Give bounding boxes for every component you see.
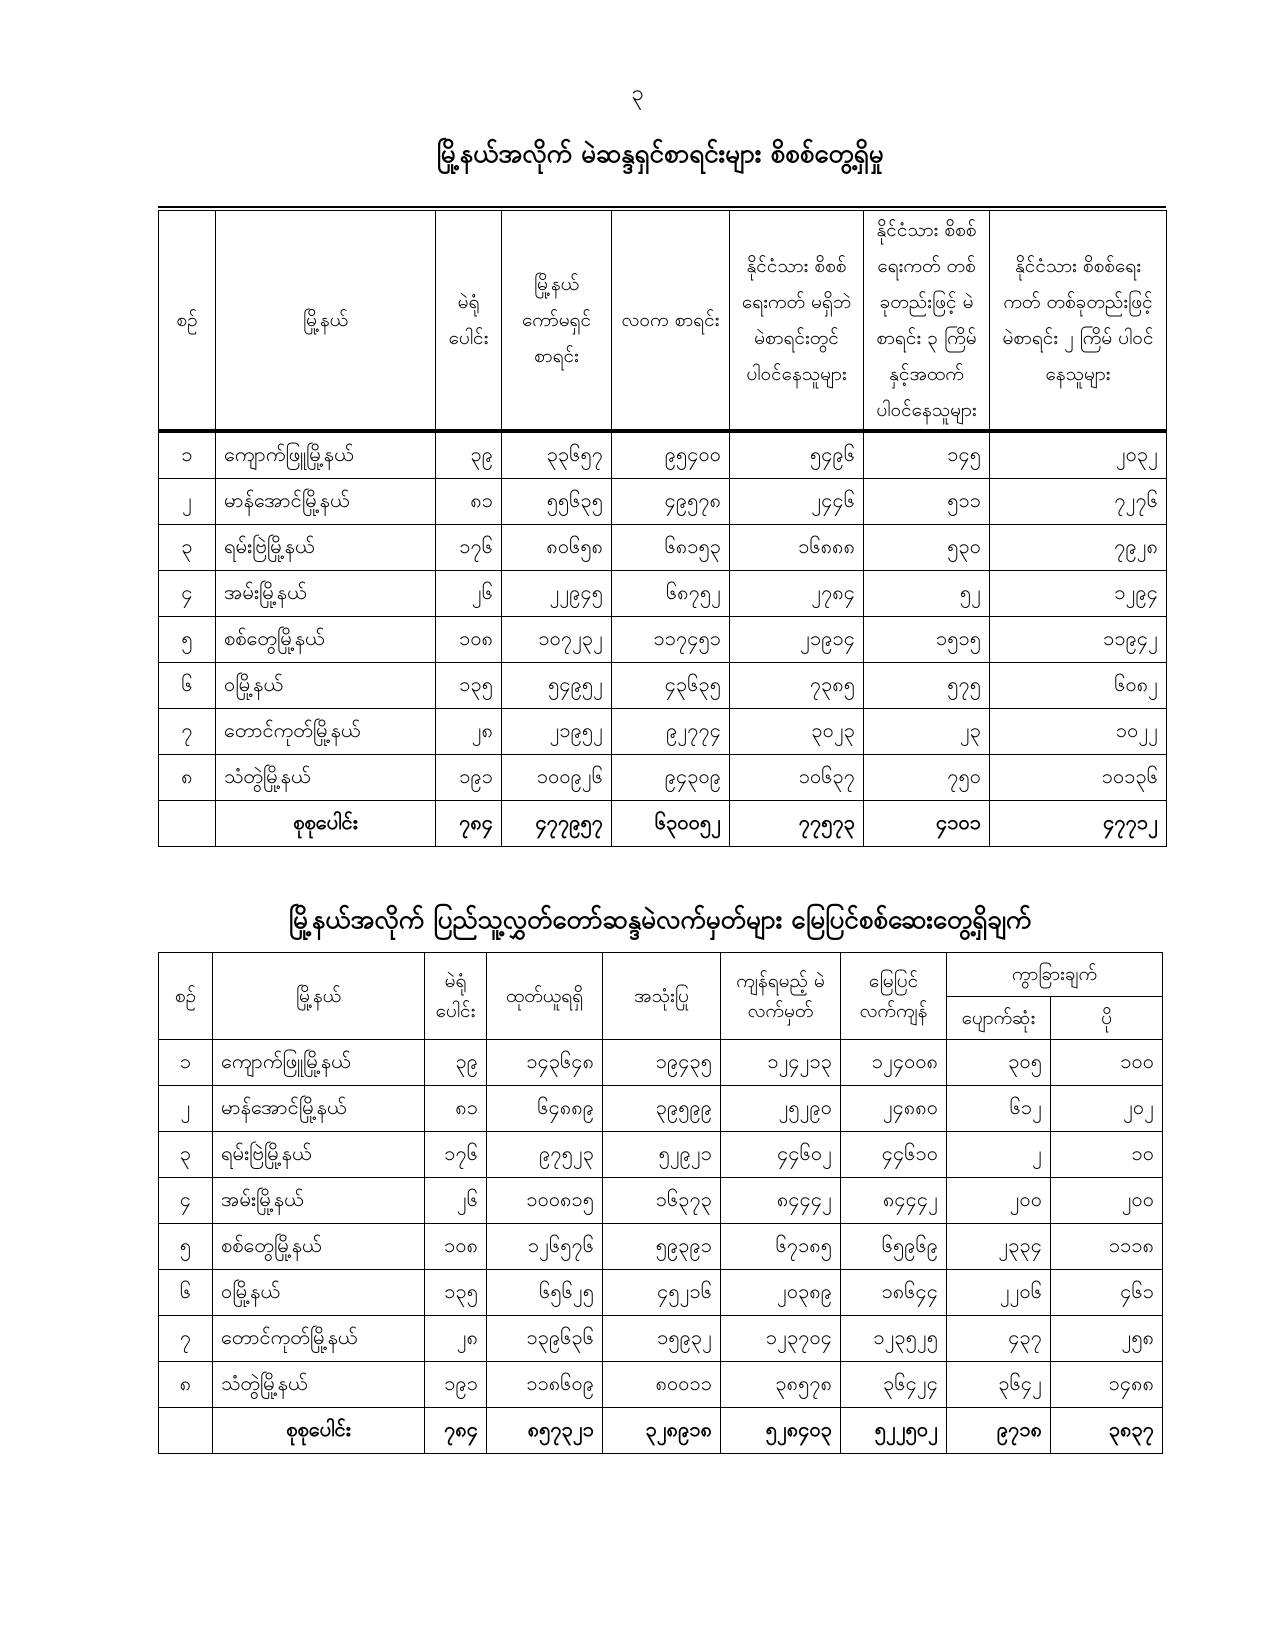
table-cell: ၇၃၈၅ (730, 663, 864, 709)
table-cell: စစ်တွေမြို့နယ် (216, 617, 436, 663)
table-cell: ၈၁ (436, 479, 502, 525)
table-cell: စစ်တွေမြို့နယ် (213, 1224, 425, 1270)
voter-list-table (158, 210, 1167, 847)
table-row (159, 617, 1167, 663)
table-cell: ၁ (159, 431, 216, 479)
total-cell: ၄၁၀၁ (864, 801, 990, 847)
table-cell: ၃ (159, 525, 216, 571)
table1-header-two-times: နိုင်ငံသား စိစစ်ရေးကတ် တစ်ခုတည်းဖြင့် မဲစာရင်း ၂ ကြိမ် ပါဝင်နေသူများ (990, 211, 1167, 432)
table-cell: ရမ်းဗြဲမြို့နယ် (216, 525, 436, 571)
ballot-check-table (158, 952, 1163, 1454)
table-cell: ၁ (159, 1040, 213, 1086)
table-cell: ၃၀၅ (947, 1040, 1051, 1086)
table-cell: ၁၇၆ (425, 1132, 487, 1178)
table-cell: ၂၂၀၆ (947, 1270, 1051, 1316)
table-cell: ၃၀၂၃ (730, 709, 864, 755)
table-cell: ၈၁ (425, 1086, 487, 1132)
table2-header-excess: ပို (1051, 996, 1163, 1040)
table2-header-missing: ပျောက်ဆုံး (947, 996, 1051, 1040)
table-cell: ၁၀၈ (436, 617, 502, 663)
total-cell: ၇၈၄ (425, 1408, 487, 1454)
table-cell: ၁၂၄၀၀၈ (841, 1040, 947, 1086)
table-cell: ၇ (159, 1316, 213, 1362)
table-cell: ၄၆၁ (1051, 1270, 1163, 1316)
table-cell: ရမ်းဗြဲမြို့နယ် (213, 1132, 425, 1178)
table-cell: ၆၁၂ (947, 1086, 1051, 1132)
table-cell: ၂၈ (425, 1316, 487, 1362)
table-cell: ၆ (159, 1270, 213, 1316)
table-cell: ၅၄၉၆ (730, 431, 864, 479)
table-cell: ၁၀ (1051, 1132, 1163, 1178)
table-cell: ၁၀၆၃၇ (730, 755, 864, 801)
table-cell: ၅၉၃၉၁ (603, 1224, 721, 1270)
table-cell: ၁၂၃၇၀၄ (721, 1316, 841, 1362)
table-cell: ၉၇၅၂၃ (487, 1132, 603, 1178)
table2-header-township: မြို့နယ် (213, 953, 425, 1040)
total-cell: ၄၇၇၁၂ (990, 801, 1167, 847)
table1-top-rule (158, 206, 1166, 208)
total-label: စုစုပေါင်း (213, 1408, 425, 1454)
table-cell: ၅ (159, 1224, 213, 1270)
table1-header-row (159, 211, 1167, 432)
total-cell: ၆၃၀၀၅၂ (612, 801, 730, 847)
table-cell: ၄၄၆၀၂ (721, 1132, 841, 1178)
table-cell: ၆၄၈၈၉ (487, 1086, 603, 1132)
table-cell: ၂ (159, 479, 216, 525)
table-cell: ၁၀၀ (1051, 1040, 1163, 1086)
table-cell: ၄ (159, 571, 216, 617)
table-cell: ၁၆၈၈၈ (730, 525, 864, 571)
table-cell: ၂၁၉၅၂ (502, 709, 612, 755)
table-cell: ၄၅၂၁၆ (603, 1270, 721, 1316)
table-cell: ၁၂၉၄ (990, 571, 1167, 617)
table-cell: ၁၀၀၈၁၅ (487, 1178, 603, 1224)
table-row (159, 1362, 1163, 1408)
table-cell: ၆၅၆၂၅ (487, 1270, 603, 1316)
table1-header-immigration-list: လဝက စာရင်း (612, 211, 730, 432)
table-cell: သံတွဲမြို့နယ် (216, 755, 436, 801)
table2-body (159, 1040, 1163, 1454)
page-number: ၃ (631, 81, 644, 106)
table-cell: ကျောက်ဖြူမြို့နယ် (213, 1040, 425, 1086)
table-cell: ၂၀၀ (947, 1178, 1051, 1224)
table2-header-stations: မဲရုံ ပေါင်း (425, 953, 487, 1040)
total-cell: ၈၅၇၃၂၁ (487, 1408, 603, 1454)
table-cell: ၆၈၁၅၃ (612, 525, 730, 571)
total-label: စုစုပေါင်း (216, 801, 436, 847)
table1-header-stations: မဲရုံ ပေါင်း (436, 211, 502, 432)
table-cell: ၈ (159, 755, 216, 801)
table2-header-received: ထုတ်ယူရရှိ (487, 953, 603, 1040)
table-cell: ၆၅၉၆၉ (841, 1224, 947, 1270)
table-cell: ၁၂၆၅၇၆ (487, 1224, 603, 1270)
table-cell: ၁၃၅ (425, 1270, 487, 1316)
table-cell: တောင်ကုတ်မြို့နယ် (213, 1316, 425, 1362)
table-cell: ၁၂၃၅၂၅ (841, 1316, 947, 1362)
table-cell: ၅၂ (864, 571, 990, 617)
table-row (159, 431, 1167, 479)
table-cell: ၃၉ (436, 431, 502, 479)
table-cell: ၆ (159, 663, 216, 709)
table-cell: ၃ (159, 1132, 213, 1178)
table-cell: ၁၈၆၄၄ (841, 1270, 947, 1316)
table-cell: ၁၉၄၃၅ (603, 1040, 721, 1086)
table1-header-commission-list: မြို့နယ် ကော်မရှင် စာရင်း (502, 211, 612, 432)
table1-header-three-times: နိုင်ငံသား စိစစ်ရေးကတ် တစ်ခုတည်းဖြင့် မဲစာရင်း ၃ ကြိမ် နှင့်အထက် ပါဝင်နေသူများ (864, 211, 990, 432)
table-cell: ၁၉၁ (425, 1362, 487, 1408)
table-cell: ၂၃၃၄ (947, 1224, 1051, 1270)
table2-header-field-remaining: မြေပြင် လက်ကျန် (841, 953, 947, 1040)
table2-title: မြို့နယ်အလိုက် ပြည်သူ့လွှတ်တော်ဆန္ဒမဲလက်မှတ်များ မြေပြင်စစ်ဆေးတွေ့ရှိချက် (288, 905, 1032, 935)
table-row (159, 755, 1167, 801)
table-row (159, 1132, 1163, 1178)
table-cell: ၂ (159, 1086, 213, 1132)
table-row (159, 1040, 1163, 1086)
total-cell: ၇၇၅၇၃ (730, 801, 864, 847)
table-cell: ၂၇၈၄ (730, 571, 864, 617)
table-row (159, 571, 1167, 617)
table-cell: ၅၁၁ (864, 479, 990, 525)
total-row (159, 1408, 1163, 1454)
table-cell: ၂၀၃၈၉ (721, 1270, 841, 1316)
table-cell: ၈ (159, 1362, 213, 1408)
table-cell: ကျောက်ဖြူမြို့နယ် (216, 431, 436, 479)
table-cell: ၁၄၈၈ (1051, 1362, 1163, 1408)
table-cell: ၂၅၈ (1051, 1316, 1163, 1362)
table-cell: ၁၆၃၇၃ (603, 1178, 721, 1224)
table-cell: ၁၁၈၆၀၉ (487, 1362, 603, 1408)
table2-header-row (159, 953, 1163, 997)
total-row (159, 801, 1167, 847)
table-cell: ၅ (159, 617, 216, 663)
table-cell: ၄၄၆၁၀ (841, 1132, 947, 1178)
table-cell: ၅၄၉၅၂ (502, 663, 612, 709)
table-cell: ၆၈၇၅၂ (612, 571, 730, 617)
table-cell: ၂၀၃၂ (990, 431, 1167, 479)
table-cell: မာန်အောင်မြို့နယ် (213, 1086, 425, 1132)
table-row (159, 663, 1167, 709)
table-cell: ၅၅၆၃၅ (502, 479, 612, 525)
table-cell: ၂၀၂ (1051, 1086, 1163, 1132)
table-cell: ၂၈ (436, 709, 502, 755)
table1-title: မြို့နယ်အလိုက် မဲဆန္ဒရှင်စာရင်းများ စိစစ်တွေ့ရှိမှု (436, 139, 884, 169)
table-cell: ၄၉၅၇၈ (612, 479, 730, 525)
table-cell: ၁၀၀၉၂၆ (502, 755, 612, 801)
table-cell: ၇၉၂၈ (990, 525, 1167, 571)
table-cell: ၁၅၉၃၂ (603, 1316, 721, 1362)
table-cell: ၈၄၄၄၂ (841, 1178, 947, 1224)
table-cell: ၁၉၁ (436, 755, 502, 801)
table-cell: ၉၄၃၀၉ (612, 755, 730, 801)
table-cell: မာန်အောင်မြို့နယ် (216, 479, 436, 525)
table-cell: ၅၇၅ (864, 663, 990, 709)
table-row (159, 1224, 1163, 1270)
total-cell (159, 801, 216, 847)
table-cell: ၈၄၄၄၂ (721, 1178, 841, 1224)
table-cell: ၁၂၄၂၁၃ (721, 1040, 841, 1086)
table1-header-no: စဉ် (159, 211, 216, 432)
table-cell: ၃၉ (425, 1040, 487, 1086)
table2-header-no: စဉ် (159, 953, 213, 1040)
table-cell: သံတွဲမြို့နယ် (213, 1362, 425, 1408)
table-cell: ၂၅၂၉၀ (721, 1086, 841, 1132)
total-cell: ၇၈၄ (436, 801, 502, 847)
table-row (159, 709, 1167, 755)
table-cell: အမ်းမြို့နယ် (213, 1178, 425, 1224)
table-cell: ၁၁၁၈ (1051, 1224, 1163, 1270)
table-cell: ၇၂၇၆ (990, 479, 1167, 525)
table-cell: ၁၁၇၄၅၁ (612, 617, 730, 663)
table-cell: ၈၀၆၅၈ (502, 525, 612, 571)
table-cell: ၃၈၅၇၈ (721, 1362, 841, 1408)
table-cell: ၁၃၅ (436, 663, 502, 709)
table-cell: ၁၄၃၆၄၈ (487, 1040, 603, 1086)
table-cell: ၂၄၈၈၀ (841, 1086, 947, 1132)
table-cell: ၅၂၉၂၁ (603, 1132, 721, 1178)
table-cell: ၃၃၆၅၇ (502, 431, 612, 479)
table-cell: ၇၅၀ (864, 755, 990, 801)
table1-header-township: မြို့နယ် (216, 211, 436, 432)
total-cell: ၄၇၇၉၅၇ (502, 801, 612, 847)
table-cell: ၁၇၆ (436, 525, 502, 571)
table-row (159, 1178, 1163, 1224)
table-cell: ၁၁၉၄၂ (990, 617, 1167, 663)
total-cell: ၃၂၈၉၁၈ (603, 1408, 721, 1454)
table1-header-no-card: နိုင်ငံသား စိစစ်ရေးကတ် မရှိဘဲ မဲစာရင်းတွင် ပါဝင်နေသူများ (730, 211, 864, 432)
table2-header-used: အသုံးပြု (603, 953, 721, 1040)
table2-header-difference: ကွာခြားချက် (947, 953, 1163, 997)
table-cell: ဝမြို့နယ် (213, 1270, 425, 1316)
table-cell: ၆၀၈၂ (990, 663, 1167, 709)
table-cell: ၁၀၂၂ (990, 709, 1167, 755)
table2-header-remaining: ကျန်ရမည့် မဲလက်မှတ် (721, 953, 841, 1040)
table-cell: အမ်းမြို့နယ် (216, 571, 436, 617)
table-cell: ၁၄၅ (864, 431, 990, 479)
table-row (159, 1316, 1163, 1362)
table-cell: ၂၂၉၄၅ (502, 571, 612, 617)
table-cell: ၁၀၇၂၃၂ (502, 617, 612, 663)
table-cell: ၈၀၀၁၁ (603, 1362, 721, 1408)
table-cell: ၁၀၈ (425, 1224, 487, 1270)
table-cell: ၄၃၇ (947, 1316, 1051, 1362)
table-row (159, 1086, 1163, 1132)
table-cell: ၂၁၉၁၄ (730, 617, 864, 663)
table-cell: ၁၀၁၃၆ (990, 755, 1167, 801)
table-cell: ၅၃၀ (864, 525, 990, 571)
table-cell: ဝမြို့နယ် (216, 663, 436, 709)
table-cell: ၇ (159, 709, 216, 755)
total-cell: ၅၂၂၅၀၂ (841, 1408, 947, 1454)
table-row (159, 479, 1167, 525)
total-cell: ၉၇၁၈ (947, 1408, 1051, 1454)
total-cell: ၅၂၈၄၀၃ (721, 1408, 841, 1454)
table-cell: ၃၉၅၉၉ (603, 1086, 721, 1132)
table-cell: ၂၄၄၆ (730, 479, 864, 525)
table-cell: ၉၅၄၀၀ (612, 431, 730, 479)
table-row (159, 1270, 1163, 1316)
table-cell: ၆၇၁၈၅ (721, 1224, 841, 1270)
table-cell: ၂၆ (436, 571, 502, 617)
table-cell: ၁၃၉၆၃၆ (487, 1316, 603, 1362)
table-cell: ၉၂၇၇၄ (612, 709, 730, 755)
table-cell: ၂၃ (864, 709, 990, 755)
table-cell: တောင်ကုတ်မြို့နယ် (216, 709, 436, 755)
table-cell: ၂ (947, 1132, 1051, 1178)
table1-body (159, 431, 1167, 847)
table-cell: ၄၃၆၃၅ (612, 663, 730, 709)
total-cell: ၃၈၃၇ (1051, 1408, 1163, 1454)
table-cell: ၁၅၁၅ (864, 617, 990, 663)
table-cell: ၃၆၄၂၄ (841, 1362, 947, 1408)
table-row (159, 525, 1167, 571)
total-cell (159, 1408, 213, 1454)
table-cell: ၄ (159, 1178, 213, 1224)
table-cell: ၃၆၄၂ (947, 1362, 1051, 1408)
table-cell: ၂၀၀ (1051, 1178, 1163, 1224)
table-cell: ၂၆ (425, 1178, 487, 1224)
